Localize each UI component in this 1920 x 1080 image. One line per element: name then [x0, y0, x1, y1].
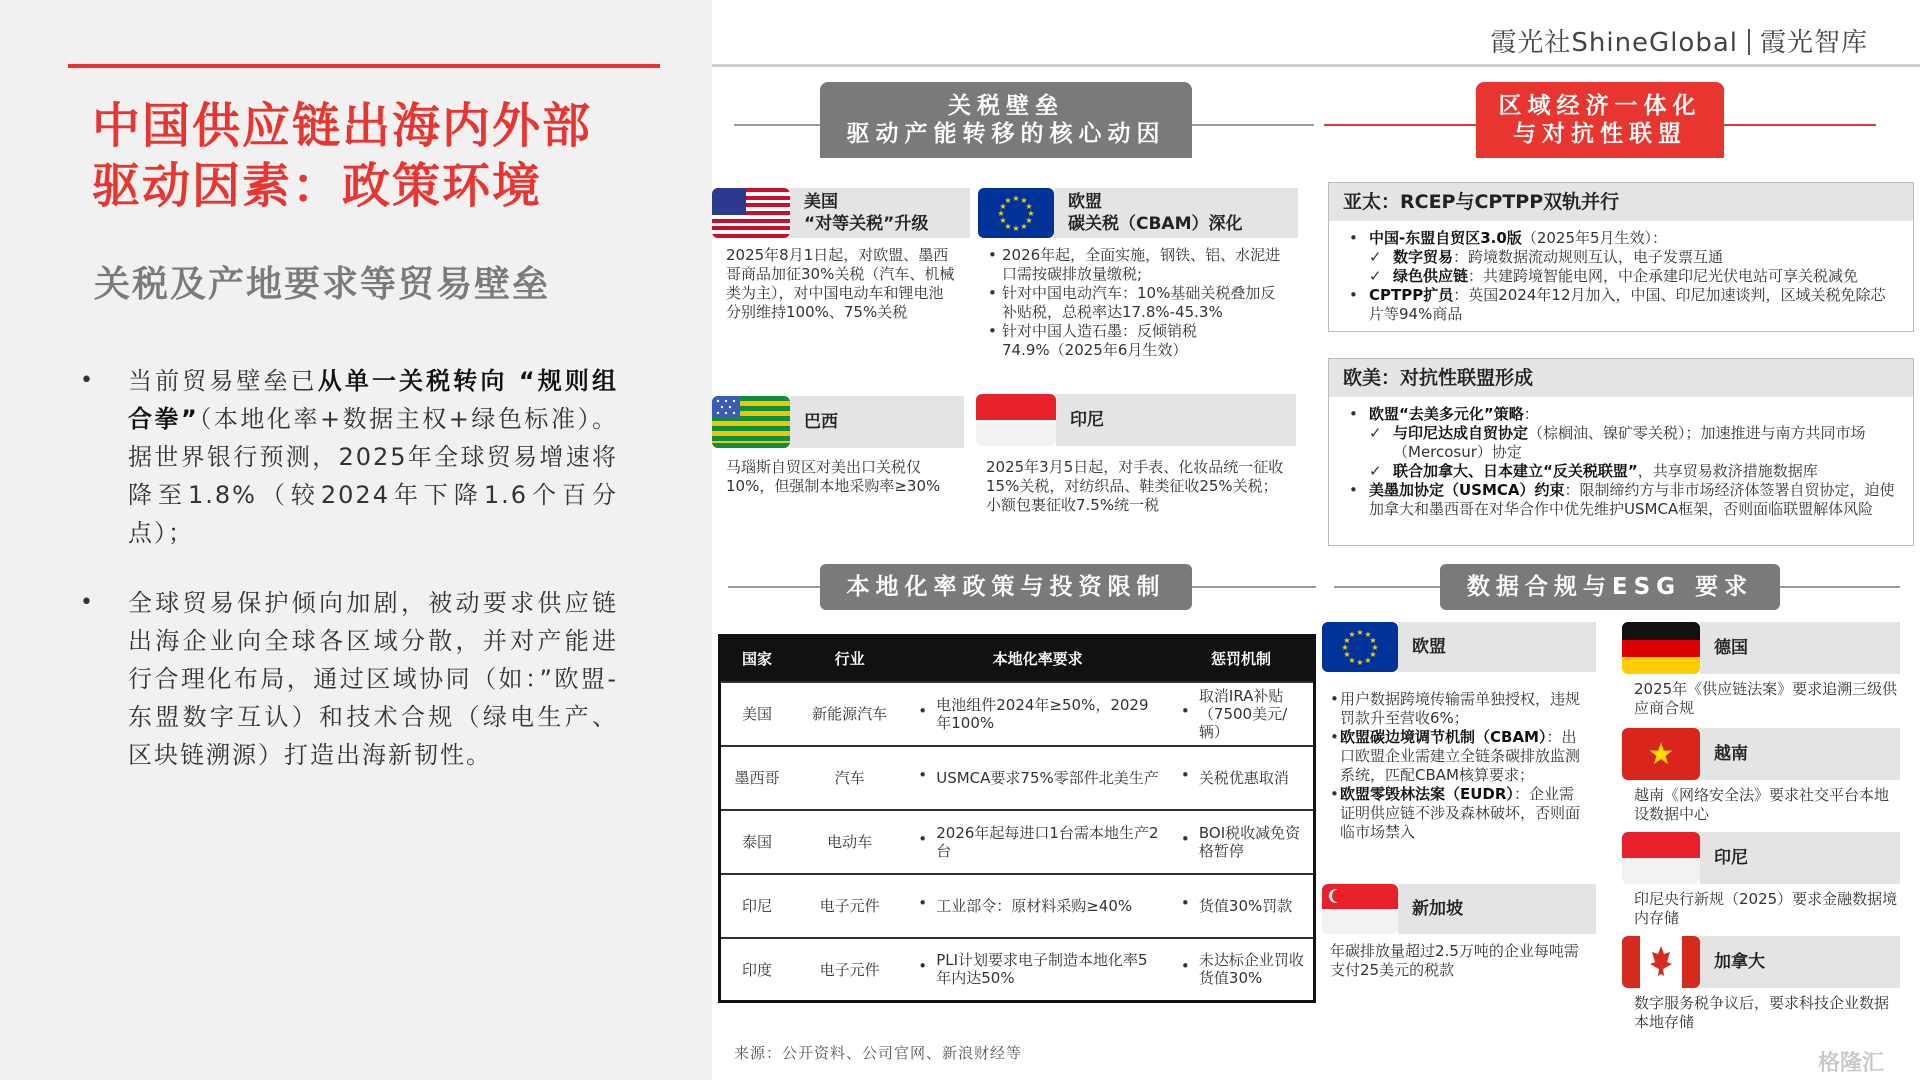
- brazil-tariff-text: 马瑙斯自贸区对美出口关税仅10%，但强制本地采购率≥30%: [726, 458, 941, 495]
- svg-text:★: ★: [1369, 636, 1377, 645]
- region-title: 亚太：RCEP与CPTPP双轨并行: [1329, 183, 1913, 221]
- table-header: 惩罚机制: [1169, 636, 1315, 682]
- dc-sg-text: 年碳排放量超过2.5万吨的企业每吨需支付25美元的税款: [1330, 942, 1579, 979]
- svg-text:★: ★: [997, 209, 1005, 218]
- table-cell: 汽车: [793, 746, 906, 810]
- list-item: [1347, 229, 1899, 248]
- svg-text:★: ★: [1004, 222, 1012, 231]
- eu-flag-icon: [1322, 622, 1398, 672]
- brand-separator: [1748, 29, 1750, 55]
- singapore-flag-icon: [1322, 884, 1398, 934]
- brazil-flag-icon: [712, 396, 790, 448]
- table-cell: • 取消IRA补贴（7500美元/辆）: [1169, 682, 1315, 746]
- item-bold: 中国-东盟自贸区3.0版: [1369, 229, 1522, 247]
- item-text: ：出口欧盟企业需建立全链条碳排放监测系统，匹配CBAM核算要求；: [1340, 728, 1581, 784]
- section-title-line: 关税壁垒: [948, 93, 1064, 119]
- section-title-line: 本地化率政策与投资限制: [846, 574, 1166, 600]
- svg-text:★: ★: [1025, 216, 1033, 225]
- dc-eu-text: [1330, 690, 1580, 842]
- table-row: [720, 682, 1315, 746]
- list-item: [1330, 785, 1580, 842]
- dc-sg-name: 新加坡: [1412, 899, 1463, 919]
- region-title: 欧美：对抗性联盟形成: [1329, 359, 1913, 397]
- bullet-dot: •: [80, 368, 95, 393]
- indonesia-flag-icon: [1622, 832, 1700, 884]
- dc-id-name: 印尼: [1714, 848, 1748, 868]
- item-text: ：企业需证明供应链不涉及森林破坏，否则面临市场禁入: [1340, 785, 1581, 841]
- table-cell: • 2026年起每进口1台需本地生产2台: [906, 810, 1169, 874]
- canada-flag-icon: [1622, 936, 1700, 988]
- indonesia-name: 印尼: [1070, 410, 1104, 430]
- list-item: [1330, 728, 1580, 785]
- section-title-line: 驱动产能转移的核心动因: [846, 121, 1166, 147]
- brand-name: 霞光社ShineGlobal: [1490, 28, 1738, 58]
- us-name: 美国: [804, 192, 838, 212]
- item-bold: 欧盟零毁林法案（EUDR）: [1340, 785, 1514, 803]
- bullet-dot: •: [80, 590, 95, 615]
- table-cell: • PLI计划要求电子制造本地化率5年内达50%: [906, 938, 1169, 1002]
- table-cell: • BOI税收减免资格暂停: [1169, 810, 1315, 874]
- svg-text:★: ★: [999, 202, 1007, 211]
- table-cell: • 关税优惠取消: [1169, 746, 1315, 810]
- divider-line: [712, 64, 1920, 67]
- dc-eu-label: [1398, 622, 1596, 672]
- eu-name: 欧盟: [1068, 192, 1102, 212]
- table-cell: 电子元件: [793, 874, 906, 938]
- section-header-tariff: [820, 82, 1192, 158]
- svg-text:★: ★: [1025, 202, 1033, 211]
- dc-ca-name: 加拿大: [1714, 952, 1765, 972]
- svg-text:★: ★: [1012, 224, 1020, 233]
- svg-text:★: ★: [1020, 222, 1028, 231]
- region-box-eu-us: [1328, 358, 1914, 546]
- svg-text:★: ★: [1004, 196, 1012, 205]
- indonesia-tariff-text: 2025年3月5日起，对手表、化妆品统一征收15%关税，对纺织品、鞋类征收25%关税；小额包裹征收7.5%统一税: [986, 458, 1284, 514]
- summary-bullet-1: [78, 362, 618, 552]
- brazil-label: [790, 396, 964, 448]
- list-item: • 2026年起，全面实施，钢铁、铝、水泥进口需按碳排放量缴税;: [986, 246, 1282, 284]
- item-text: （2025年5月生效）：: [1521, 229, 1668, 247]
- item-bold: CPTPP扩员: [1369, 286, 1454, 304]
- item-bold: 欧盟“去美多元化”策略: [1369, 405, 1524, 423]
- eu-flag-icon: [978, 188, 1054, 238]
- dc-eu-name: 欧盟: [1412, 637, 1446, 657]
- summary-bullets: [78, 362, 618, 806]
- svg-text:★: ★: [1341, 643, 1349, 652]
- region-body: [1329, 221, 1913, 330]
- table-cell: 电动车: [793, 810, 906, 874]
- dc-sg-label: [1398, 884, 1596, 934]
- item-text: ，共享贸易救济措施数据库: [1637, 462, 1818, 480]
- title-line-2: 驱动因素：政策环境: [92, 158, 543, 214]
- check-item: [1347, 248, 1899, 267]
- section-title-line: 与对抗性联盟: [1513, 121, 1687, 147]
- vietnam-flag-icon: [1622, 728, 1700, 780]
- list-item: [1347, 481, 1899, 519]
- svg-text:★: ★: [1027, 209, 1035, 218]
- dc-de-label: [1700, 622, 1900, 674]
- table-cell: 新能源汽车: [793, 682, 906, 746]
- indonesia-flag-icon: [976, 394, 1056, 446]
- list-item: [1347, 286, 1899, 324]
- section-title-line: 数据合规与ESG 要求: [1466, 574, 1754, 600]
- dc-id-label: [1700, 832, 1900, 884]
- eu-subtitle: 碳关税（CBAM）深化: [1068, 214, 1243, 234]
- section-header-local: [820, 564, 1192, 610]
- item-bold: 数字贸易: [1393, 248, 1454, 266]
- brazil-name: 巴西: [804, 412, 838, 432]
- page-title: [92, 96, 652, 216]
- svg-text:★: ★: [999, 216, 1007, 225]
- check-item: [1347, 462, 1899, 481]
- section-header-region: [1476, 82, 1724, 158]
- brand-logo: [1490, 22, 1868, 59]
- item-text: ：跨境数据流动规则互认，电子发票互通: [1453, 248, 1724, 266]
- svg-text:★: ★: [1348, 630, 1356, 639]
- eu-label: [1054, 188, 1298, 238]
- us-subtitle: “对等关税”升级: [804, 214, 929, 234]
- dc-vn-text: 越南《网络安全法》要求社交平台本地设数据中心: [1634, 786, 1890, 823]
- bullet-text: 当前贸易壁垒已: [128, 367, 318, 395]
- germany-flag-icon: [1622, 622, 1700, 674]
- table-cell: 墨西哥: [720, 746, 794, 810]
- check-item: [1347, 424, 1899, 462]
- item-bold: 欧盟碳边境调节机制（CBAM）: [1340, 728, 1547, 746]
- svg-text:★: ★: [1369, 650, 1377, 659]
- list-item: • 针对中国电动汽车：10%基础关税叠加反补贴税，总税率达17.8%-45.3%: [986, 284, 1282, 322]
- eu-tariff-text: [986, 246, 1282, 360]
- dc-vn-label: [1700, 728, 1900, 780]
- bullet-bold: 从单一关税转向 “规则组合拳”: [128, 367, 618, 433]
- section-title-line: 区域经济一体化: [1498, 93, 1702, 119]
- table-cell: • 电池组件2024年≥50%，2029年100%: [906, 682, 1169, 746]
- item-text: ：: [1523, 405, 1539, 423]
- dc-id-text: 印尼央行新规（2025）要求金融数据境内存储: [1634, 890, 1898, 927]
- table-cell: • 未达标企业罚收货值30%: [1169, 938, 1315, 1002]
- us-flag-icon: [712, 188, 790, 238]
- table-header: 国家: [720, 636, 794, 682]
- dc-de-text: 2025年《供应链法案》要求追溯三级供应商合规: [1634, 680, 1898, 717]
- svg-text:★: ★: [1343, 636, 1351, 645]
- table-row: [720, 810, 1315, 874]
- svg-text:★: ★: [1356, 628, 1364, 637]
- table-cell: • USMCA要求75%零部件北美生产: [906, 746, 1169, 810]
- dc-vn-name: 越南: [1714, 744, 1748, 764]
- svg-text:★: ★: [1647, 737, 1675, 772]
- us-label: [790, 188, 970, 238]
- svg-text:★: ★: [1364, 630, 1372, 639]
- section-header-data: [1440, 564, 1780, 610]
- svg-text:★: ★: [1343, 650, 1351, 659]
- title-line-1: 中国供应链出海内外部: [92, 98, 593, 154]
- table-cell: 泰国: [720, 810, 794, 874]
- watermark: 格隆汇: [1817, 1051, 1884, 1076]
- item-bold: 联合加拿大、日本建立“反关税联盟”: [1393, 462, 1638, 480]
- item-text: ：共建跨境智能电网，中企承建印尼光伏电站可享关税减免: [1468, 267, 1859, 285]
- us-tariff-text: 2025年8月1日起，对欧盟、墨西哥商品加征30%关税（汽车、机械类为主），对中国电动车和锂电池分别维持100%、75%关税: [726, 246, 955, 321]
- item-bold: 绿色供应链: [1393, 267, 1469, 285]
- svg-text:★: ★: [1348, 656, 1356, 665]
- dc-ca-label: [1700, 936, 1900, 988]
- accent-line: [68, 64, 660, 68]
- item-text: （棕榈油、镍矿零关税）；加速推进与南方共同市场（Mercosur）协定: [1393, 424, 1866, 461]
- table-cell: • 货值30%罚款: [1169, 874, 1315, 938]
- dc-de-name: 德国: [1714, 638, 1748, 658]
- svg-text:★: ★: [1356, 658, 1364, 667]
- table-header: 本地化率要求: [906, 636, 1169, 682]
- item-bold: 与印尼达成自贸协定: [1393, 424, 1529, 442]
- bullet-text: 全球贸易保护倾向加剧，被动要求供应链出海企业向全球各区域分散，并对产能进行合理化布局，通过区域协同（如：”欧盟-东盟数字互认）和技术合规（绿电生产、区块链溯源）打造出海新韧性。: [128, 589, 618, 769]
- summary-bullet-2: [78, 584, 618, 774]
- table-cell: 电子元件: [793, 938, 906, 1002]
- indonesia-label: [1056, 394, 1296, 446]
- list-item: • 用户数据跨境传输需单独授权，违规罚款升至营收6%；: [1330, 690, 1580, 728]
- table-header-row: [720, 636, 1315, 682]
- svg-text:★: ★: [1371, 643, 1379, 652]
- region-body: [1329, 397, 1913, 525]
- localization-table: [718, 634, 1316, 1003]
- table-cell: 美国: [720, 682, 794, 746]
- bullet-text: （本地化率+数据主权+绿色标准）。据世界银行预测，2025年全球贸易增速将降至1.8%（较2024年下降1.6个百分点）；: [128, 405, 618, 547]
- table-row: [720, 746, 1315, 810]
- table-cell: 印度: [720, 938, 794, 1002]
- check-item: [1347, 267, 1899, 286]
- brand-name-2: 霞光智库: [1759, 28, 1868, 58]
- table-cell: • 工业部令：原材料采购≥40%: [906, 874, 1169, 938]
- table-cell: 印尼: [720, 874, 794, 938]
- region-box-asia-pacific: [1328, 182, 1914, 332]
- table-row: [720, 938, 1315, 1002]
- item-text: ：限制缔约方与非市场经济体签署自贸协定，迫使加拿大和墨西哥在对华合作中优先维护USMCA框架，否则面临联盟解体风险: [1369, 481, 1895, 518]
- list-item: [1347, 405, 1899, 424]
- item-bold: 美墨加协定（USMCA）约束: [1369, 481, 1565, 499]
- source-note: 来源：公开资料、公司官网、新浪财经等: [734, 1044, 1023, 1062]
- svg-text:★: ★: [1020, 196, 1028, 205]
- item-text: ：英国2024年12月加入，中国、印尼加速谈判，区域关税免除芯片等94%商品: [1369, 286, 1886, 323]
- svg-text:★: ★: [1364, 656, 1372, 665]
- table-row: [720, 874, 1315, 938]
- list-item: • 针对中国人造石墨：反倾销税74.9%（2025年6月生效）: [986, 322, 1282, 360]
- dc-ca-text: 数字服务税争议后，要求科技企业数据本地存储: [1634, 994, 1890, 1031]
- page-subtitle: 关税及产地要求等贸易壁垒: [94, 264, 551, 305]
- table-header: 行业: [793, 636, 906, 682]
- svg-text:★: ★: [1012, 194, 1020, 203]
